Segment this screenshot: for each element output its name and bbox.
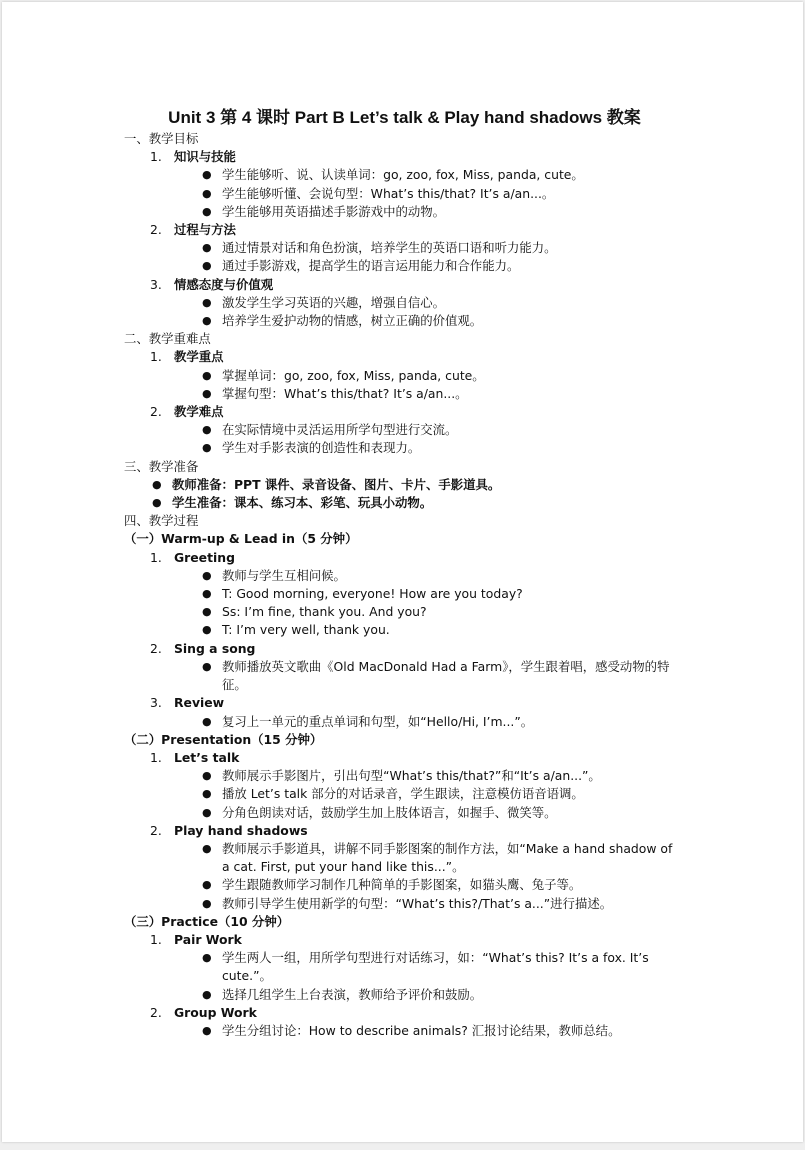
line-text: T: Good morning, everyone! How are you today? <box>222 586 523 602</box>
bullet-icon: ● <box>202 841 212 855</box>
bullet-item <box>198 895 764 913</box>
bullet-icon: ● <box>202 186 212 200</box>
line-text: 过程与方法 <box>174 222 236 238</box>
numbered-item <box>150 931 764 949</box>
line-text: Pair Work <box>174 931 242 947</box>
bullet-icon: ● <box>202 769 212 783</box>
line-text: 播放 Let’s talk 部分的对话录音，学生跟读，注意模仿语音语调。 <box>222 786 584 802</box>
bullet-item <box>198 385 764 403</box>
bullet-item <box>198 203 764 221</box>
line-text: 学生能够听、说、认读单词：go, zoo, fox, Miss, panda, cute。 <box>222 167 584 183</box>
section-heading <box>124 130 764 148</box>
item-number: 3. <box>150 276 162 292</box>
outline <box>124 130 764 1040</box>
bullet-icon: ● <box>202 587 212 601</box>
line-text: 培养学生爱护动物的情感，树立正确的价值观。 <box>222 313 483 329</box>
bullet-item <box>198 986 764 1004</box>
bullet-icon: ● <box>202 714 212 728</box>
numbered-item <box>150 403 764 421</box>
line-text: 知识与技能 <box>174 149 236 165</box>
bullet-icon: ● <box>202 441 212 455</box>
item-number: 1. <box>150 349 162 365</box>
line-text: Sing a song <box>174 640 256 656</box>
item-number: 2. <box>150 640 162 656</box>
line-text: 学生两人一组，用所学句型进行对话练习，如：“What’s this? It’s a fox. It’s cute.”。 <box>222 950 649 984</box>
item-number: 1. <box>150 931 162 947</box>
line-text: 二、教学重难点 <box>124 331 211 347</box>
bullet-icon: ● <box>202 951 212 965</box>
line-text: 教师引导学生使用新学的句型：“What’s this?/That’s a...”进行描述。 <box>222 895 613 911</box>
bullet-icon: ● <box>202 423 212 437</box>
bullet-item <box>198 585 764 603</box>
bullet-item <box>198 567 764 585</box>
item-number: 2. <box>150 222 162 238</box>
numbered-item <box>150 640 764 658</box>
bullet-icon: ● <box>202 168 212 182</box>
section-heading <box>124 913 764 931</box>
bullet-icon: ● <box>202 568 212 582</box>
line-text: 学生能够听懂、会说句型：What’s this/that? It’s a/an...。 <box>222 185 555 201</box>
bullet-icon: ● <box>202 295 212 309</box>
bullet-item <box>148 476 764 494</box>
line-text: Greeting <box>174 549 235 565</box>
numbered-item <box>150 348 764 366</box>
numbered-item <box>150 694 764 712</box>
line-text: Play hand shadows <box>174 822 308 838</box>
bullet-item <box>198 367 764 385</box>
bullet-item <box>198 239 764 257</box>
numbered-item <box>150 822 764 840</box>
line-text: 教学难点 <box>174 404 224 420</box>
line-text: 一、教学目标 <box>124 131 199 146</box>
bullet-icon: ● <box>202 896 212 910</box>
line-text: 情感态度与价值观 <box>174 276 274 292</box>
bullet-item <box>198 312 764 330</box>
numbered-item <box>150 148 764 166</box>
line-text: Review <box>174 695 225 711</box>
bullet-icon: ● <box>202 605 212 619</box>
line-text: 教师播放英文歌曲《Old MacDonald Had a Farm》，学生跟着唱，感受动物的特征。 <box>222 658 670 693</box>
line-text: （二）Presentation（15 分钟） <box>124 731 323 747</box>
line-text: 在实际情境中灵活运用所学句型进行交流。 <box>222 422 458 438</box>
line-text: 教师展示手影道具，讲解不同手影图案的制作方法，如“Make a hand shadow of a cat. First, put your hand like this...”。 <box>222 840 673 875</box>
bullet-item <box>198 804 764 822</box>
line-text: 学生能够用英语描述手影游戏中的动物。 <box>222 203 446 219</box>
line-text: 通过情景对话和角色扮演，培养学生的英语口语和听力能力。 <box>222 240 557 256</box>
line-text: Let’s talk <box>174 749 240 765</box>
line-text: 学生分组讨论：How to describe animals? 汇报讨论结果，教师总结。 <box>222 1022 621 1038</box>
item-number: 2. <box>150 404 162 420</box>
line-text: 学生准备：课本、练习本、彩笔、玩具小动物。 <box>172 495 433 511</box>
item-number: 2. <box>150 822 162 838</box>
bullet-item <box>198 421 764 439</box>
bullet-item <box>198 439 764 457</box>
item-number: 3. <box>150 695 162 711</box>
item-number: 1. <box>150 749 162 765</box>
line-text: 分角色朗读对话，鼓励学生加上肢体语言，如握手、微笑等。 <box>222 804 557 820</box>
line-text: Ss: I’m fine, thank you. And you? <box>222 604 427 620</box>
bullet-icon: ● <box>202 368 212 382</box>
bullet-item <box>198 713 764 731</box>
bullet-icon: ● <box>202 314 212 328</box>
bullet-icon: ● <box>202 1023 212 1037</box>
bullet-item <box>198 1022 764 1040</box>
line-text: 选择几组学生上台表演，教师给予评价和鼓励。 <box>222 986 483 1002</box>
bullet-item <box>148 494 764 512</box>
line-text: T: I’m very well, thank you. <box>222 622 390 638</box>
line-text: 教学重点 <box>174 349 224 365</box>
bullet-icon: ● <box>152 496 162 510</box>
section-heading <box>124 512 764 530</box>
bullet-item <box>198 294 764 312</box>
numbered-item <box>150 221 764 239</box>
bullet-item <box>198 185 764 203</box>
line-text: 复习上一单元的重点单词和句型，如“Hello/Hi, I’m...”。 <box>222 713 534 729</box>
section-heading <box>124 530 764 548</box>
bullet-item <box>198 785 764 803</box>
bullet-item <box>198 767 764 785</box>
bullet-icon: ● <box>152 477 162 491</box>
bullet-icon: ● <box>202 987 212 1001</box>
bullet-icon: ● <box>202 386 212 400</box>
numbered-item <box>150 749 764 767</box>
line-text: 激发学生学习英语的兴趣，增强自信心。 <box>222 294 446 310</box>
bullet-icon: ● <box>202 659 212 673</box>
line-text: 通过手影游戏，提高学生的语言运用能力和合作能力。 <box>222 258 520 274</box>
line-text: 四、教学过程 <box>124 513 199 529</box>
bullet-icon: ● <box>202 623 212 637</box>
line-text: Group Work <box>174 1004 257 1020</box>
bullet-icon: ● <box>202 259 212 273</box>
line-text: 学生对手影表演的创造性和表现力。 <box>222 440 421 456</box>
section-heading <box>124 330 764 348</box>
line-text: 掌握单词：go, zoo, fox, Miss, panda, cute。 <box>222 367 485 383</box>
line-text: 教师与学生互相问候。 <box>222 567 346 583</box>
bullet-item <box>198 621 764 639</box>
line-text: 学生跟随教师学习制作几种简单的手影图案，如猫头鹰、兔子等。 <box>222 877 582 893</box>
bullet-item <box>198 876 764 894</box>
numbered-item <box>150 276 764 294</box>
item-number: 1. <box>150 549 162 565</box>
document-body <box>124 106 764 1040</box>
section-heading <box>124 731 764 749</box>
line-text: 教师展示手影图片，引出句型“What’s this/that?”和“It’s a/an...”。 <box>222 768 601 784</box>
line-text: （三）Practice（10 分钟） <box>124 913 290 929</box>
item-number: 2. <box>150 1004 162 1020</box>
line-text: 教师准备：PPT 课件、录音设备、图片、卡片、手影道具。 <box>172 476 501 492</box>
bullet-icon: ● <box>202 787 212 801</box>
item-number: 1. <box>150 149 162 165</box>
bullet-icon: ● <box>202 204 212 218</box>
numbered-item <box>150 549 764 567</box>
numbered-item <box>150 1004 764 1022</box>
bullet-item <box>198 257 764 275</box>
bullet-item <box>198 603 764 621</box>
line-text: 三、教学准备 <box>124 458 199 474</box>
document-page <box>2 2 803 1142</box>
document-title: Unit 3 第 4 课时 Part B Let’s talk & Play hand shadows 教案 <box>168 108 641 127</box>
bullet-item <box>198 949 764 985</box>
bullet-item <box>198 658 764 694</box>
line-text: （一）Warm-up & Lead in（5 分钟） <box>124 531 358 547</box>
bullet-icon: ● <box>202 241 212 255</box>
bullet-item <box>198 840 764 876</box>
bullet-item <box>198 166 764 184</box>
bullet-icon: ● <box>202 878 212 892</box>
line-text: 掌握句型：What’s this/that? It’s a/an...。 <box>222 385 468 401</box>
section-heading <box>124 458 764 476</box>
bullet-icon: ● <box>202 805 212 819</box>
